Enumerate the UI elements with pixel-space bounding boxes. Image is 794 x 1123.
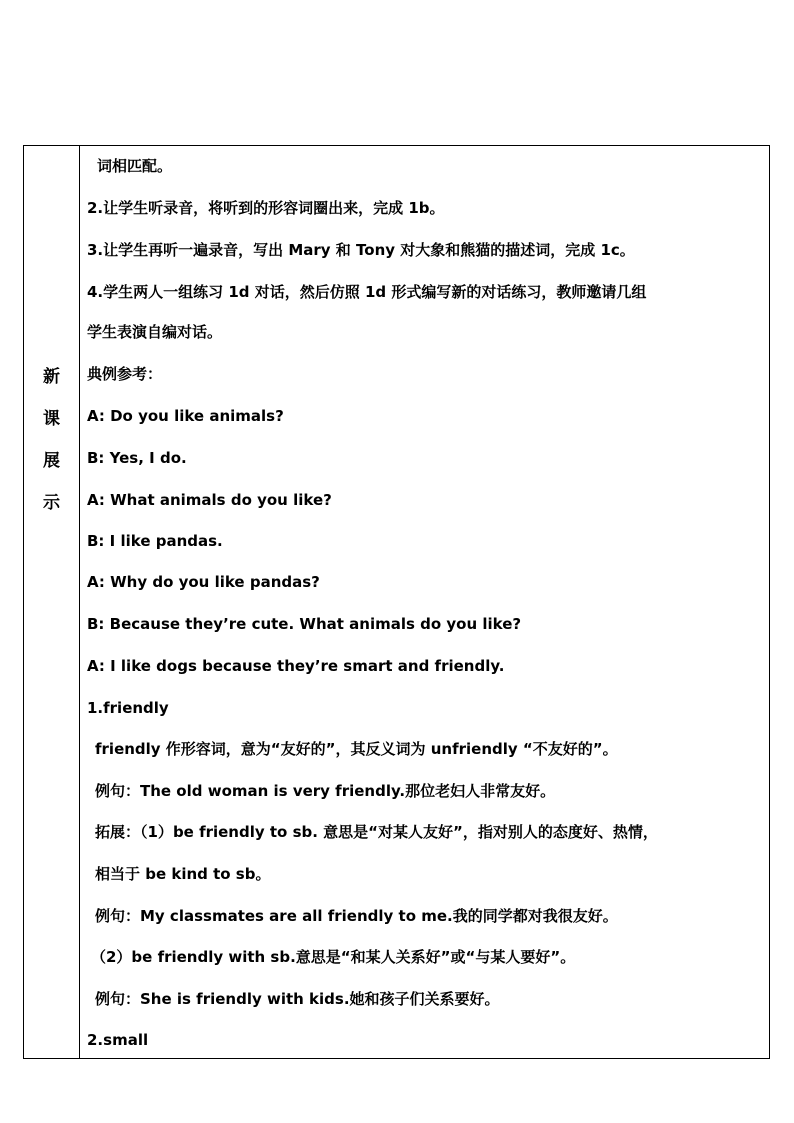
content-line: 典例参考：	[87, 365, 163, 383]
content-line: 例句：My classmates are all friendly to me.我的同学都对我很友好。	[95, 907, 618, 925]
content-line: 3.让学生再听一遍录音，写出 Mary 和 Tony 对大象和熊猫的描述词，完成 1c。	[87, 241, 635, 259]
content-line: 相当于 be kind to sb。	[95, 865, 271, 883]
section-label-char: 展	[43, 451, 60, 471]
content-line: B: Yes, I do.	[87, 449, 187, 467]
content-line: 学生表演自编对话。	[87, 323, 223, 341]
content-line: 例句：She is friendly with kids.她和孩子们关系要好。	[95, 990, 500, 1008]
content-line: A: What animals do you like?	[87, 491, 332, 509]
content-line: （2）be friendly with sb.意思是“和某人关系好”或“与某人要好”。	[91, 948, 576, 966]
section-label-char: 新	[43, 367, 60, 387]
content-line: 例句：The old woman is very friendly.那位老妇人非常友好。	[95, 782, 556, 800]
content-line: 拓展：（1）be friendly to sb. 意思是“对某人友好”，指对别人的态度好、热情，	[95, 823, 658, 841]
content-line: A: Do you like animals?	[87, 407, 284, 425]
content-line: 2.让学生听录音，将听到的形容词圈出来，完成 1b。	[87, 199, 445, 217]
section-label-char: 示	[43, 493, 60, 513]
lesson-table	[23, 145, 770, 1059]
content-line: B: I like pandas.	[87, 532, 223, 550]
content-line: 4.学生两人一组练习 1d 对话，然后仿照 1d 形式编写新的对话练习，教师邀请几组	[87, 283, 647, 301]
column-divider	[79, 146, 80, 1058]
section-label	[24, 356, 79, 524]
content-line: 2.small	[87, 1031, 149, 1049]
content-line: A: Why do you like pandas?	[87, 573, 320, 591]
content-line: friendly 作形容词，意为“友好的”，其反义词为 unfriendly “不友好的”。	[95, 740, 618, 758]
content-line: A: I like dogs because they’re smart and friendly.	[87, 657, 505, 675]
content-line: B: Because they’re cute. What animals do you like?	[87, 615, 522, 633]
content-line: 词相匹配。	[97, 157, 173, 175]
content-line: 1.friendly	[87, 699, 169, 717]
section-label-char: 课	[43, 409, 60, 429]
